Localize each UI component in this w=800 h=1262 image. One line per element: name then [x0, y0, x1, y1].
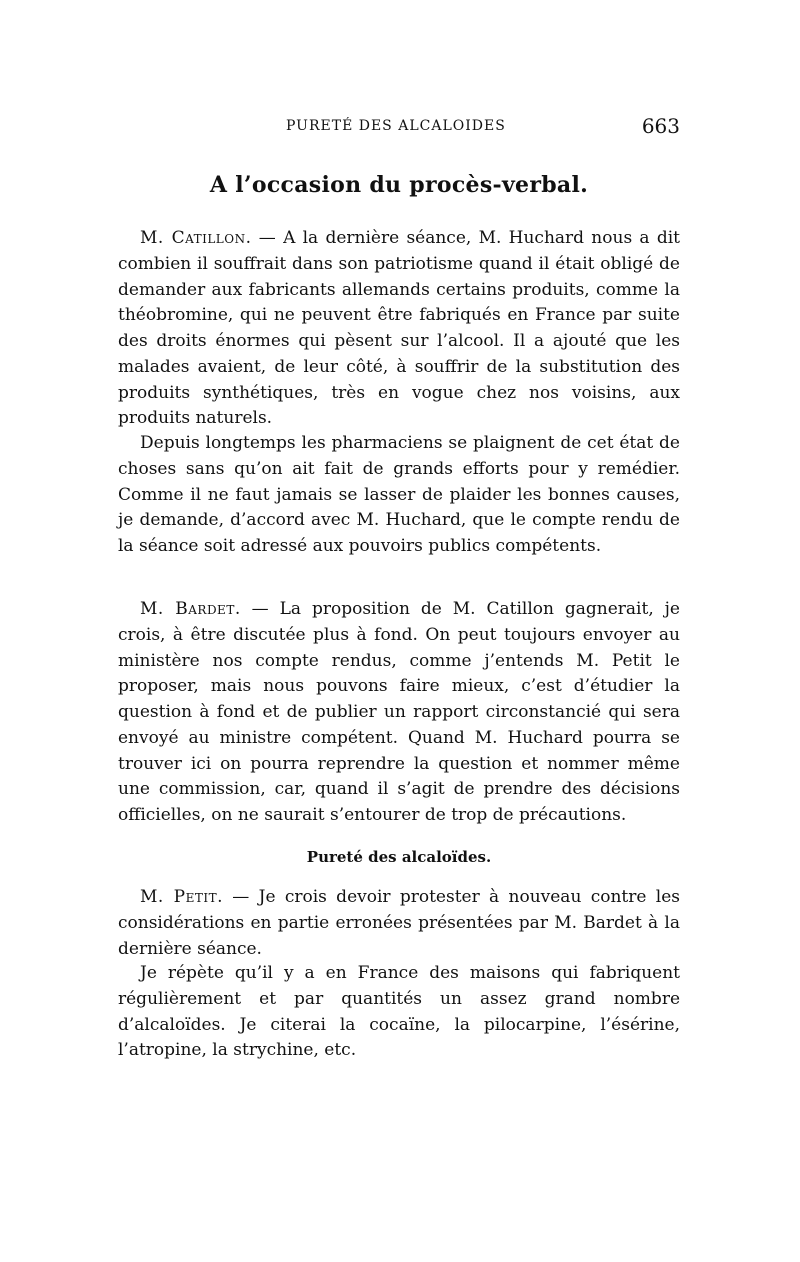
- paragraph-petit-continued: [118, 961, 680, 1064]
- paragraph-bardet: [118, 597, 680, 829]
- section-title: A l’occasion du procès-verbal.: [209, 172, 589, 198]
- subsection-title: Pureté des alcaloïdes.: [306, 848, 492, 866]
- book-page: [118, 0, 680, 1262]
- speaker-name: M. Catillon.: [140, 228, 252, 248]
- paragraph-petit: [118, 885, 680, 962]
- running-title: PURETÉ DES ALCALOIDES: [286, 118, 506, 134]
- page-number: 663: [641, 114, 680, 138]
- paragraph-text: — A la dernière séance, M. Huchard nous a dit combien il souffrait dans son patriotisme quand il était obligé de demander aux fabricants allemands certains produits, comme la théobromine, qui ne peuvent être fabriqués en France par suite des droits énormes qui pèsent sur l’alcool. Il a ajouté que les malades avaient, de leur côté, à souffrir de la substitution des produits synthétiques, très en vogue chez nos voisins, aux produits naturels.: [118, 228, 680, 429]
- paragraph-text: — Je crois devoir protester à nouveau contre les considérations en partie erronées présentées par M. Bardet à la dernière séance.: [118, 887, 680, 959]
- paragraph-text: Depuis longtemps les pharmaciens se plaignent de cet état de choses sans qu’on ait fait de grands efforts pour y remédier. Comme il ne faut jamais se lasser de plaider les bonnes causes, je demande, d’accord avec M. Huchard, que le compte rendu de la séance soit adressé aux pouvoirs publics compétents.: [118, 433, 680, 556]
- paragraph-catillon-continued: [118, 431, 680, 560]
- running-header: [118, 114, 680, 142]
- speaker-name: M. Bardet.: [140, 599, 241, 619]
- paragraph-catillon: [118, 226, 680, 432]
- speaker-name: M. Petit.: [140, 887, 223, 907]
- paragraph-text: Je répète qu’il y a en France des maisons qui fabriquent régulièrement et par quantités un assez grand nombre d’alcaloïdes. Je citerai la cocaïne, la pilocarpine, l’ésérine, l’atropine, la strychine, etc.: [118, 963, 680, 1061]
- paragraph-text: — La proposition de M. Catillon gagnerait, je crois, à être discutée plus à fond. On peut toujours envoyer au ministère nos compte rendus, comme j’entends M. Petit le proposer, mais nous pouvons faire mieux, c’est d’étudier la question à fond et de publier un rapport circonstancié qui sera envoyé au ministre compétent. Quand M. Huchard pourra se trouver ici on pourra reprendre la question et nommer même une commission, car, quand il s’agit de prendre des décisions officielles, on ne saurait s’entourer de trop de précautions.: [118, 599, 680, 825]
